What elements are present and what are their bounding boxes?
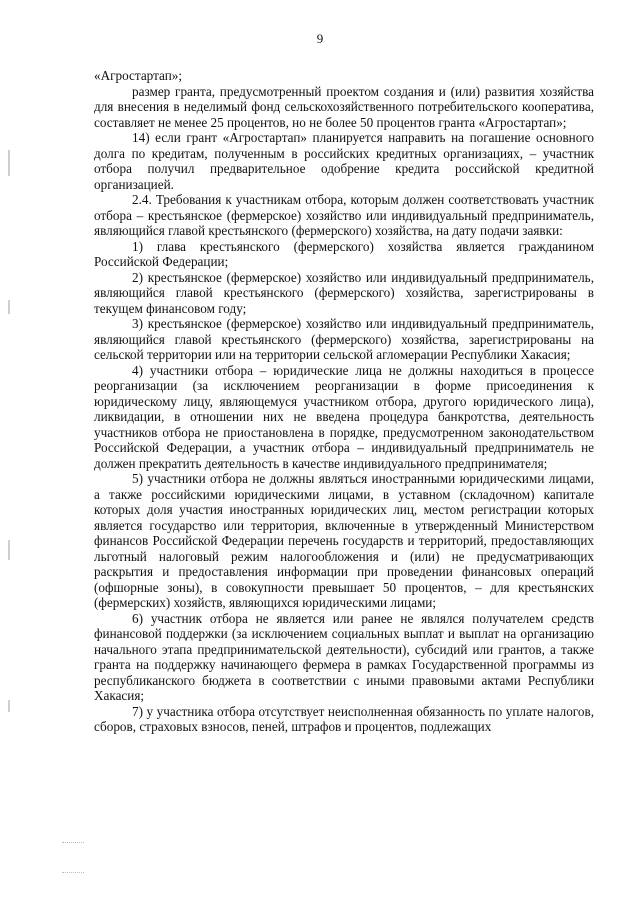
paragraph: 6) участник отбора не является или ранее не являлся получателем средств финансовой поддержки (за исключением социальных выплат и выплат на организацию начального этапа предпринимательской деятельности), субсидий или грантов, а также гранта на поддержку начинающего фермера в рамках Государственной программы из республиканского бюджета в соответствии с иными правовыми актами Республики Хакасия; [94, 610, 594, 703]
paragraph: размер гранта, предусмотренный проектом создания и (или) развития хозяйства для внесения в неделимый фонд сельскохозяйственного потребительского кооператива, составляет не менее 25 процентов, но не более 50 процентов гранта «Агростартап»; [94, 83, 594, 130]
scan-artifact [62, 842, 84, 845]
paragraph: 5) участники отбора не должны являться иностранными юридическими лицами, а также российскими юридическими лицами, в уставном (складочном) капитале которых доля участия иностранных юридических лиц, местом регистрации которых является государство или территория, включенные в утвержденный Министерством финансов Российской Федерации перечень государств и территорий, предоставляющих льготный налоговый режим налогообложения и (или) не предусматривающих раскрытия и предоставления информации при проведении финансовых операций (офшорные зоны), в совокупности превышает 50 процентов, – для крестьянских (фермерских) хозяйств, являющихся юридическими лицами; [94, 471, 594, 610]
scan-margin-marks [8, 0, 14, 905]
paragraph: 2.4. Требования к участникам отбора, которым должен соответствовать участник отбора – крестьянское (фермерское) хозяйство или индивидуальный предприниматель, являющийся главой крестьянского (фермерского) хозяйства, на дату подачи заявки: [94, 192, 594, 238]
paragraph: «Агростартап»; [94, 68, 183, 83]
paragraph: 2) крестьянское (фермерское) хозяйство или индивидуальный предприниматель, являющийся главой крестьянского (фермерского) хозяйства, зарегистрированы в текущем финансовом году; [94, 269, 594, 316]
paragraph: 7) у участника отбора отсутствует неисполненная обязанность по уплате налогов, сборов, страховых взносов, пеней, штрафов и процентов, подлежащих [94, 703, 594, 734]
scan-artifact [62, 872, 84, 875]
paragraph: 14) если грант «Агростартап» планируется направить на погашение основного долга по кредитам, полученным в российских кредитных организациях, – участник отбора получил предварительное одобрение кредита российской кредитной организацией. [94, 130, 594, 192]
paragraph: 4) участники отбора – юридические лица не должны находиться в процессе реорганизации (за исключением реорганизации в форме присоединения к юридическому лицу, являющемуся участником отбора, другого юридического лица), ликвидации, в отношении них не введена процедура банкротства, деятельность участников отбора не приостановлена в порядке, предусмотренном законодательством Российской Федерации, а участник отбора – индивидуальный предприниматель не должен прекратить деятельность в качестве индивидуального предпринимателя; [94, 362, 594, 471]
document-body [94, 68, 594, 735]
page-number: 9 [316, 31, 324, 46]
paragraph: 3) крестьянское (фермерское) хозяйство или индивидуальный предприниматель, являющийся главой крестьянского (фермерского) хозяйства, зарегистрированы на сельской территории или на территории сельской агломерации Республики Хакасия; [94, 316, 594, 362]
paragraph: 1) глава крестьянского (фермерского) хозяйства является гражданином Российской Федерации; [94, 238, 594, 269]
